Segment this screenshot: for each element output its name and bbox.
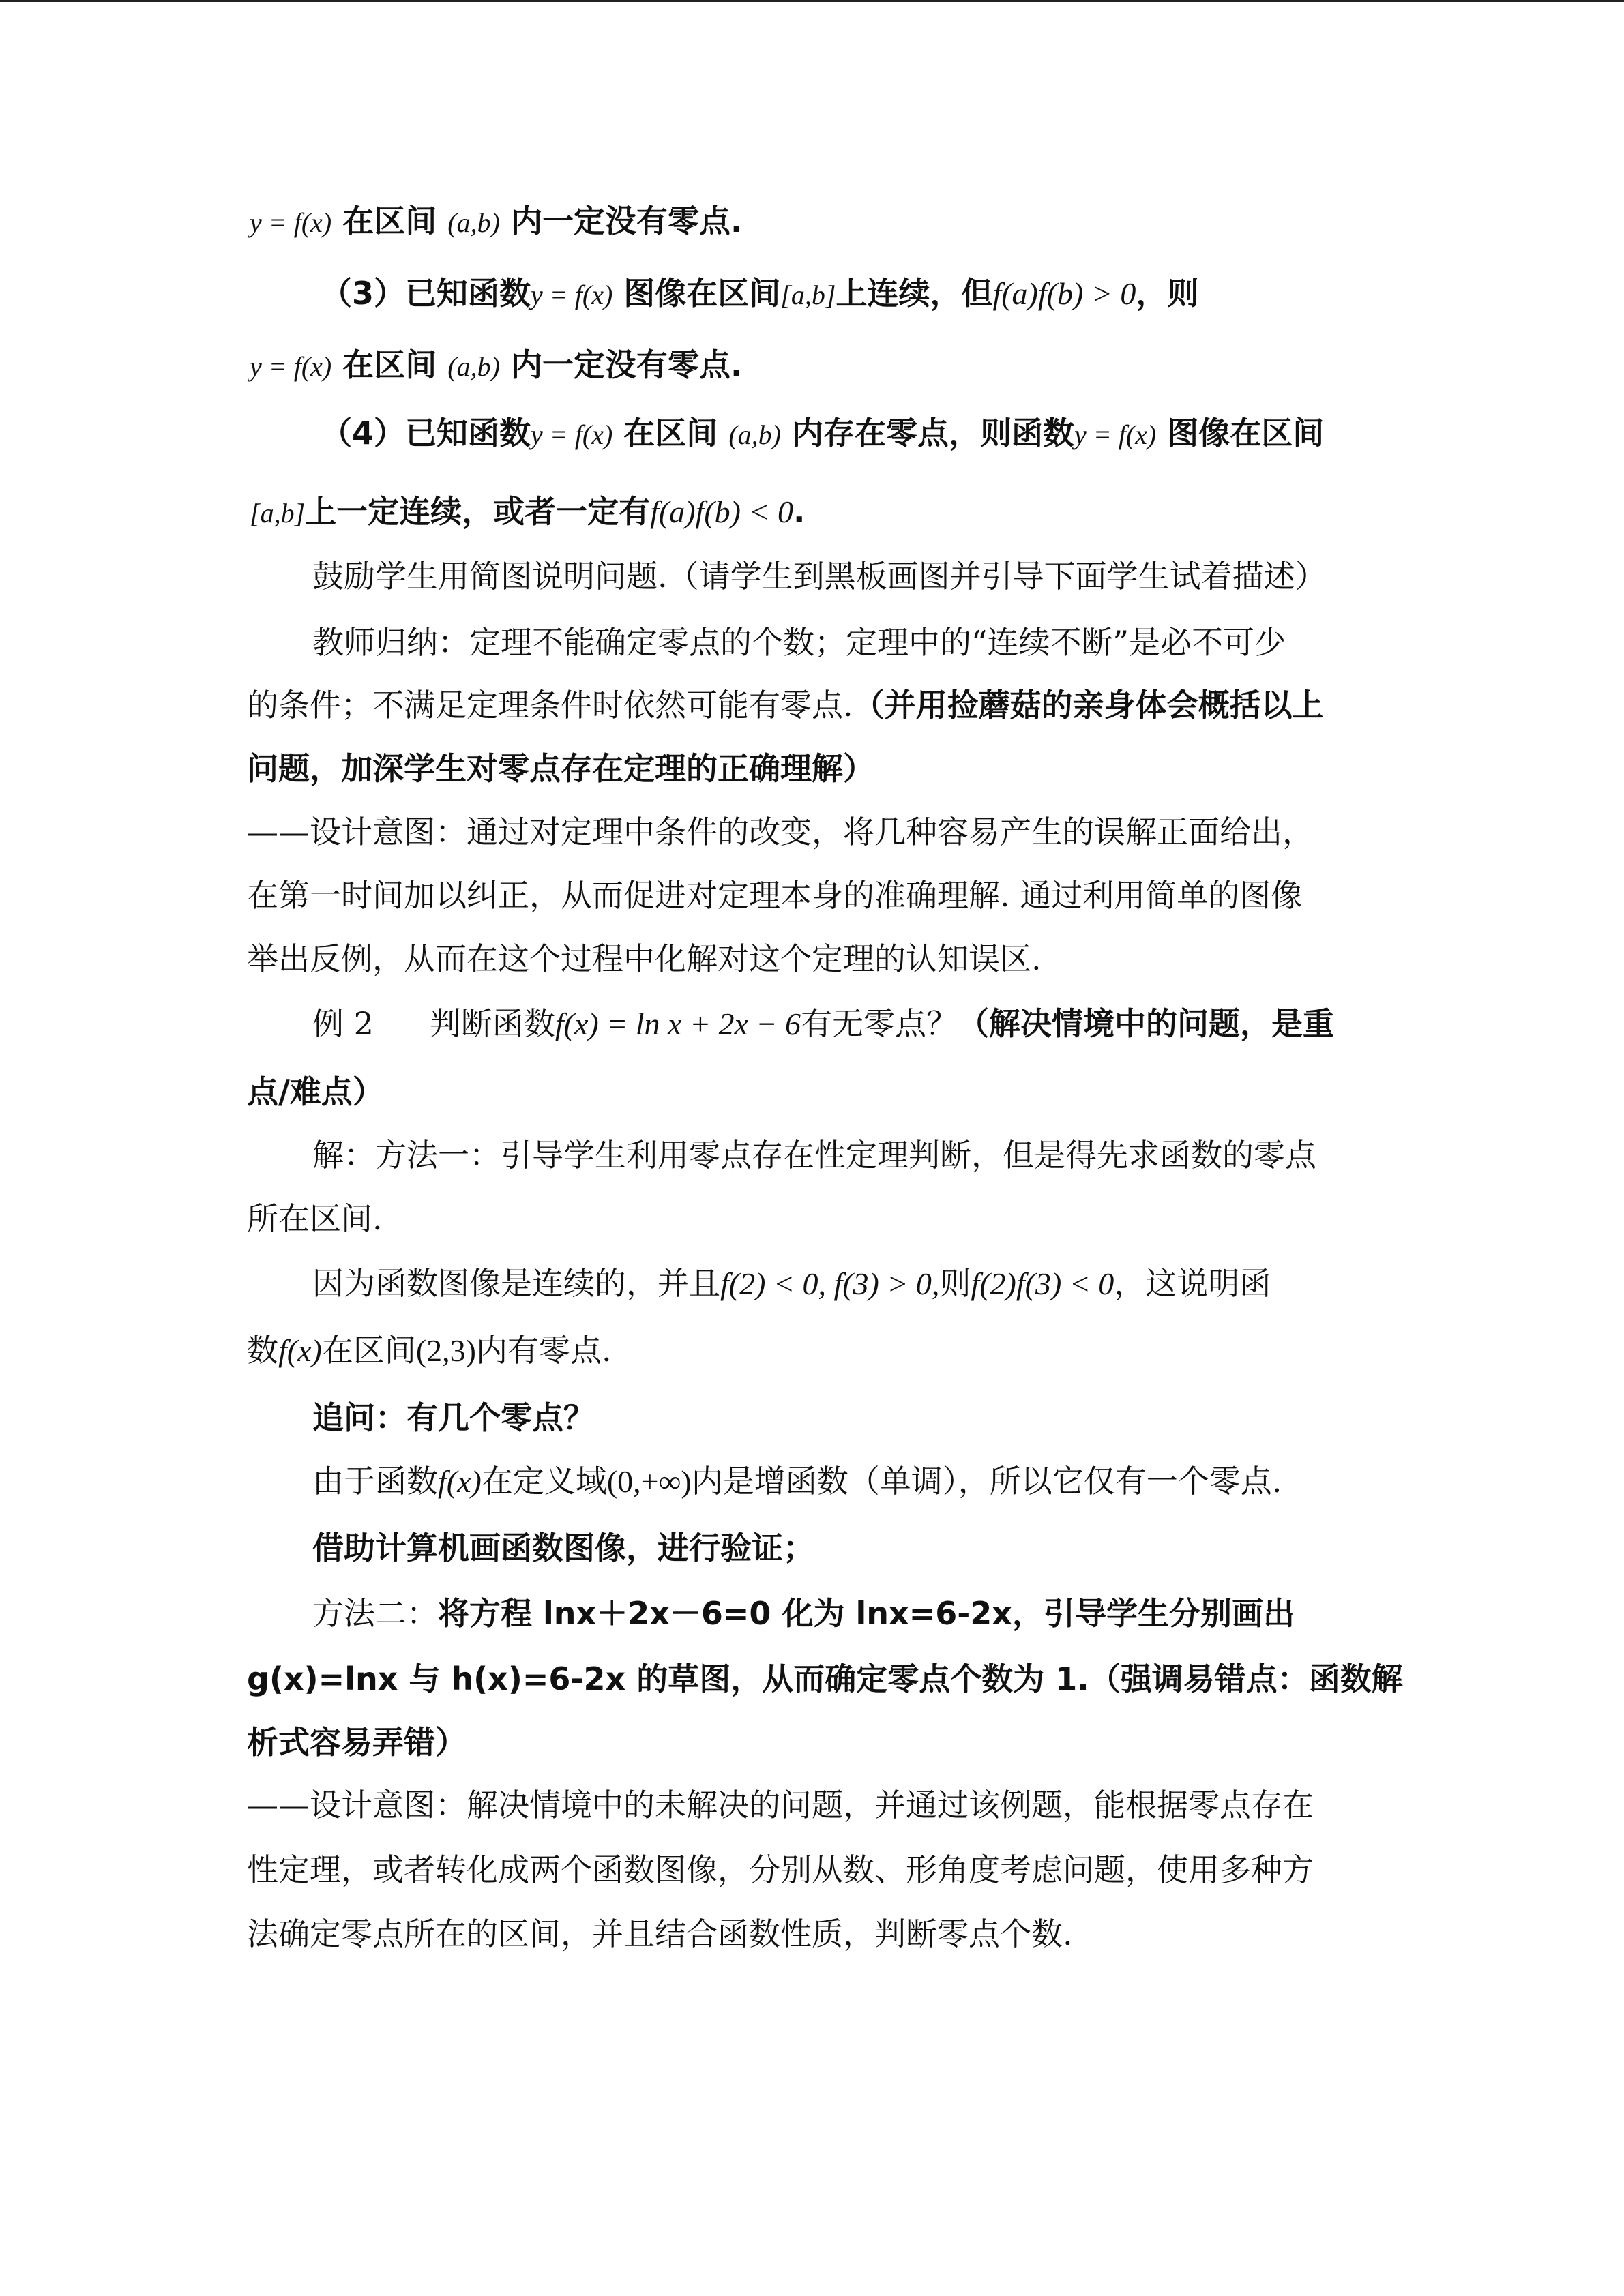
line-p11: 在第一时间加以纠正，从而促进对定理本身的准确理解. 通过利用简单的图像 bbox=[247, 877, 1303, 914]
example-label: 例 2 bbox=[312, 1005, 374, 1042]
math-expression: (a,b) bbox=[447, 207, 500, 238]
line-p7: 教师归纳：定理不能确定零点的个数；定理中的“连续不断”是必不可少 bbox=[312, 624, 1286, 661]
line-p17: 因为函数图像是连续的，并且f(2) < 0, f(3) > 0,则f(2)f(3) < 0，这说明函 bbox=[312, 1265, 1271, 1302]
line-p2: （3）已知函数y = f(x) 图像在区间[a,b]上连续，但f(a)f(b) > 0，则 bbox=[321, 275, 1199, 312]
math-expression: y = f(x) bbox=[531, 280, 613, 310]
line-p13: 例 2 判断函数f(x) = ln x + 2x − 6有无零点？（解决情境中的问题，是重 bbox=[312, 1005, 1334, 1042]
line-p23: g(x)=lnx 与 h(x)=6-2x 的草图，从而确定零点个数为 1.（强调易错点：函数解 bbox=[247, 1660, 1403, 1697]
line-p21: 借助计算机画函数图像，进行验证； bbox=[312, 1530, 814, 1566]
math-expression: y = f(x) bbox=[250, 351, 332, 382]
line-p27: 法确定零点所在的区间，并且结合函数性质，判断零点个数. bbox=[247, 1915, 1073, 1952]
math-expression: y = f(x) bbox=[531, 419, 613, 450]
math-expression: (a,b) bbox=[728, 419, 781, 450]
math-expression: (2,3) bbox=[415, 1333, 476, 1368]
math-expression: [a,b] bbox=[780, 280, 836, 310]
math-expression: y = f(x) bbox=[250, 207, 332, 238]
math-expression: f(x) bbox=[438, 1464, 482, 1499]
math-expression: (0,+∞) bbox=[606, 1464, 692, 1499]
line-p19: 追问：有几个零点？ bbox=[312, 1399, 595, 1436]
line-p3: y = f(x) 在区间 (a,b) 内一定没有零点. bbox=[250, 346, 743, 383]
math-expression: f(a)f(b) > 0 bbox=[992, 276, 1136, 311]
math-expression: (a,b) bbox=[447, 351, 500, 382]
line-p8: 的条件；不满足定理条件时依然可能有零点.（并用捡蘑菇的亲身体会概括以上 bbox=[247, 687, 1324, 724]
math-expression: y = f(x) bbox=[1074, 419, 1157, 450]
line-p25: ——设计意图：解决情境中的未解决的问题，并通过该例题，能根据零点存在 bbox=[247, 1787, 1314, 1823]
math-expression: f(2)f(3) < 0 bbox=[971, 1266, 1114, 1301]
line-p4: （4）已知函数y = f(x) 在区间 (a,b) 内存在零点，则函数y = f(x) 图像在区间 bbox=[321, 415, 1325, 451]
line-p14: 点/难点） bbox=[247, 1073, 384, 1110]
math-expression: [a,b] bbox=[250, 498, 306, 528]
line-p18: 数f(x)在区间(2,3)内有零点. bbox=[247, 1332, 612, 1369]
line-p24: 析式容易弄错） bbox=[247, 1724, 467, 1761]
line-p5: [a,b]上一定连续，或者一定有f(a)f(b) < 0. bbox=[250, 493, 806, 530]
top-border bbox=[0, 0, 1624, 2]
math-expression: f(x) bbox=[278, 1333, 322, 1368]
line-p20: 由于函数f(x)在定义域(0,+∞)内是增函数（单调），所以它仅有一个零点. bbox=[312, 1463, 1282, 1500]
line-p16: 所在区间. bbox=[247, 1200, 383, 1237]
math-expression: f(a)f(b) < 0 bbox=[650, 494, 794, 529]
line-p22: 方法二：将方程 lnx＋2x－6=0 化为 lnx=6-2x，引导学生分别画出 bbox=[312, 1595, 1295, 1632]
line-p12: 举出反例，从而在这个过程中化解对这个定理的认知误区. bbox=[247, 940, 1042, 977]
line-p1: y = f(x) 在区间 (a,b) 内一定没有零点. bbox=[250, 203, 743, 239]
line-p15: 解：方法一：引导学生利用零点存在性定理判断，但是得先求函数的零点 bbox=[312, 1137, 1316, 1174]
line-p10: ——设计意图：通过对定理中条件的改变，将几种容易产生的误解正面给出， bbox=[247, 814, 1314, 850]
line-p9: 问题，加深学生对零点存在定理的正确理解） bbox=[247, 750, 874, 787]
math-expression: f(2) < 0, f(3) > 0, bbox=[720, 1266, 940, 1301]
line-p26: 性定理，或者转化成两个函数图像，分别从数、形角度考虑问题，使用多种方 bbox=[247, 1851, 1314, 1888]
line-p6: 鼓励学生用简图说明问题.（请学生到黑板画图并引导下面学生试着描述） bbox=[312, 558, 1327, 595]
math-expression: f(x) = ln x + 2x − 6 bbox=[555, 1007, 801, 1041]
